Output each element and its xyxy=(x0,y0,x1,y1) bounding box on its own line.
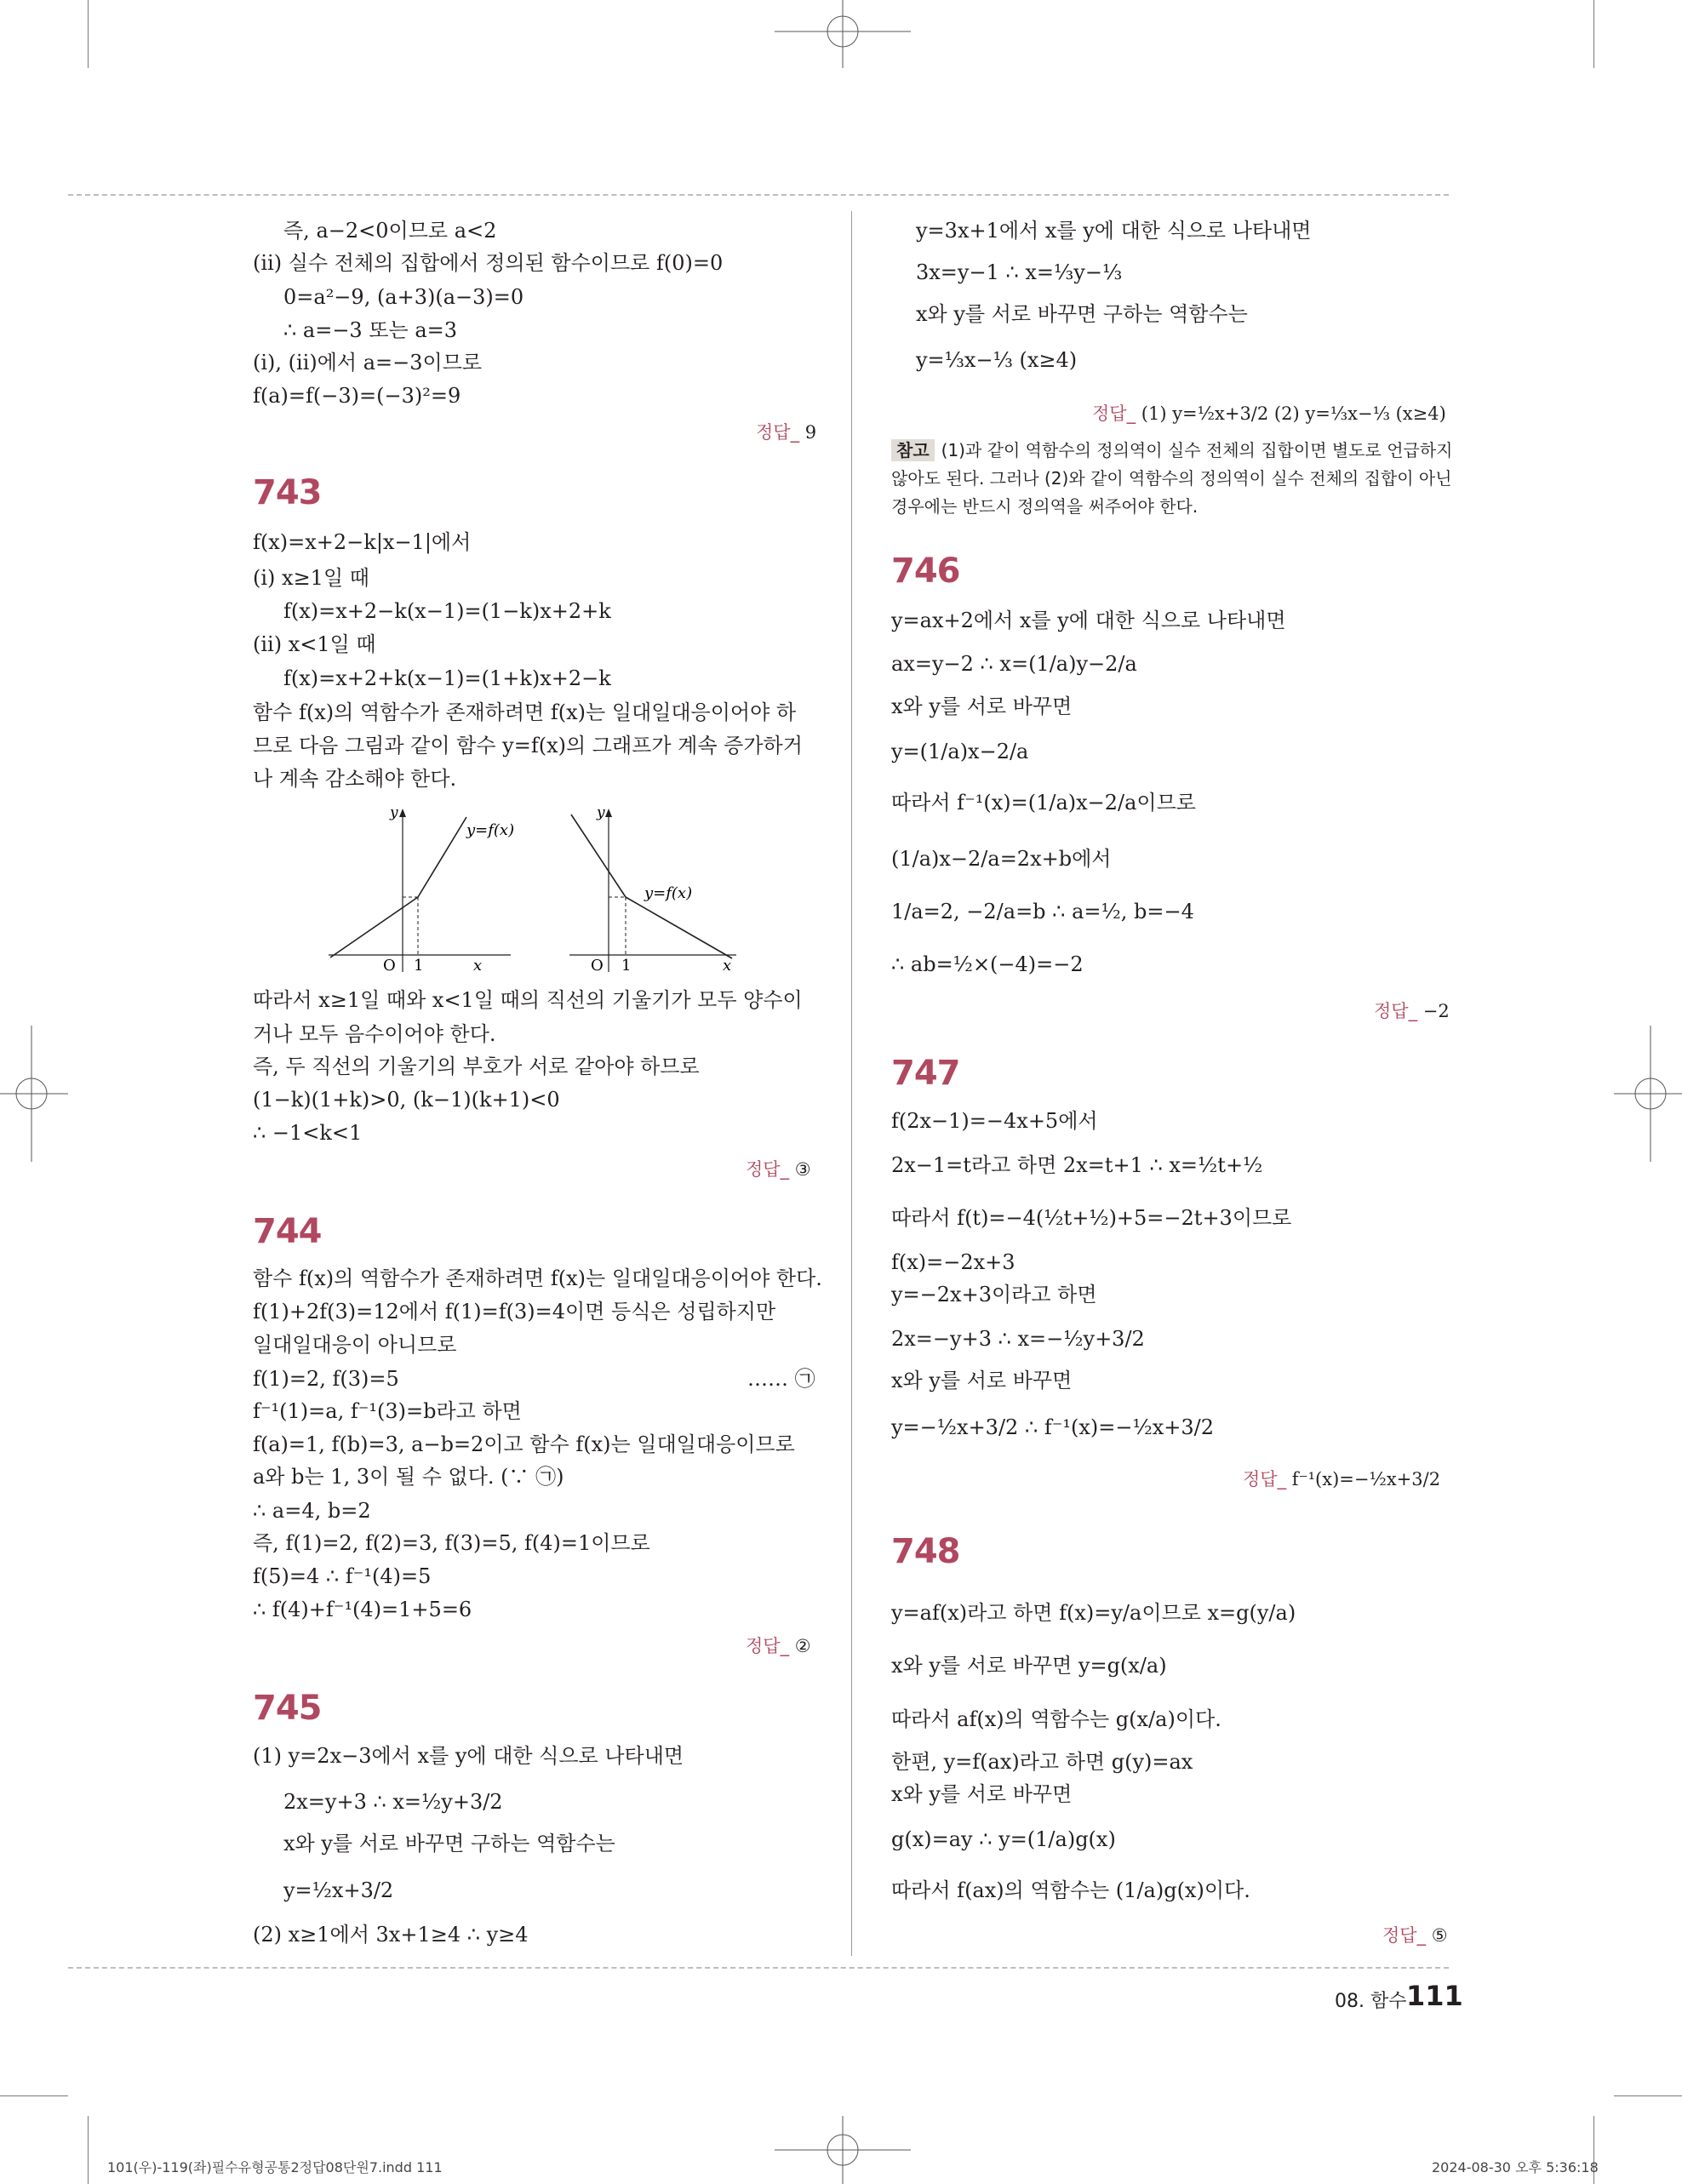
text-line: 거나 모두 음수이어야 한다. xyxy=(253,1022,496,1046)
line-left xyxy=(571,815,626,897)
text-line: ∴ −1<k<1 xyxy=(253,1121,363,1145)
answer-label: 정답_ xyxy=(1092,403,1136,424)
y-axis-arrow xyxy=(605,809,612,817)
crop-mark xyxy=(1614,2095,1682,2096)
text-line: a와 b는 1, 3이 될 수 없다. (∵ ㉠) xyxy=(253,1465,564,1489)
text-line: 즉, f(1)=2, f(2)=3, f(3)=5, f(4)=1이므로 xyxy=(253,1531,650,1555)
text-line: ax=y−2 ∴ x=(1/a)y−2/a xyxy=(891,652,1137,676)
text-line: (ⅱ) 실수 전체의 집합에서 정의된 함수이므로 f(0)=0 xyxy=(253,251,724,275)
text-line: 2x=−y+3 ∴ x=−½y+3/2 xyxy=(891,1327,1145,1351)
text-line: y=−2x+3이라고 하면 xyxy=(891,1283,1097,1306)
text-line: 함수 f(x)의 역함수가 존재하려면 f(x)는 일대일대응이어야 한다. xyxy=(253,1266,822,1290)
line-right xyxy=(626,897,732,958)
text-line: y=ax+2에서 x를 y에 대한 식으로 나타내면 xyxy=(891,609,1286,632)
text-line: y=af(x)라고 하면 f(x)=y/a이므로 x=g(y/a) xyxy=(891,1601,1296,1625)
answer-value: (1) y=½x+3/2 (2) y=⅓x−⅓ (x≥4) xyxy=(1141,403,1446,424)
text-line: 따라서 af(x)의 역함수는 g(x/a)이다. xyxy=(891,1707,1221,1731)
text-line: y=(1/a)x−2/a xyxy=(891,740,1029,763)
text-line: 2x=y+3 ∴ x=½y+3/2 xyxy=(283,1790,503,1814)
answer-value: ⑤ xyxy=(1431,1925,1448,1946)
text-line: 한편, y=f(ax)라고 하면 g(y)=ax xyxy=(891,1750,1193,1774)
text-line: 따라서 f(t)=−4(½t+½)+5=−2t+3이므로 xyxy=(891,1206,1292,1230)
graph-increasing xyxy=(322,802,518,972)
problem-number: 745 xyxy=(253,1689,322,1728)
note-text: (1)과 같이 역함수의 정의역이 실수 전체의 집합이면 별도로 언급하지 xyxy=(941,440,1453,460)
answer-value: f⁻¹(x)=−½x+3/2 xyxy=(1291,1469,1441,1489)
answer-line xyxy=(746,1632,811,1658)
answer-label: 정답_ xyxy=(1374,1001,1418,1021)
text-line: f(1)+2f(3)=12에서 f(1)=f(3)=4이면 등식은 성립하지만 xyxy=(253,1300,776,1324)
registration-mark xyxy=(1614,1026,1682,1162)
answer-line xyxy=(1374,998,1450,1023)
page-number: 111 xyxy=(1406,1980,1463,2012)
line-left xyxy=(330,897,418,958)
text-line: (ⅱ) x<1일 때 xyxy=(253,632,376,656)
problem-number: 746 xyxy=(891,552,960,591)
crop-mark xyxy=(1593,0,1594,68)
problem-number: 748 xyxy=(891,1532,960,1571)
text-line: f(5)=4 ∴ f⁻¹(4)=5 xyxy=(253,1564,432,1588)
curve-label: y=f(x) xyxy=(644,884,693,902)
note-line xyxy=(891,437,1452,463)
line-right xyxy=(418,817,466,897)
text-line: f(x)=x+2−k(x−1)=(1−k)x+2+k xyxy=(283,599,611,623)
curve-label: y=f(x) xyxy=(466,821,515,839)
text-line: 1/a=2, −2/a=b ∴ a=½, b=−4 xyxy=(891,900,1194,923)
answer-label: 정답_ xyxy=(1382,1925,1427,1946)
origin-label: O xyxy=(591,957,604,972)
text-line: ∴ a=4, b=2 xyxy=(253,1499,371,1523)
crop-mark xyxy=(88,2116,89,2184)
text-line: 나 계속 감소해야 한다. xyxy=(253,767,457,791)
note-line: 경우에는 반드시 정의역을 써주어야 한다. xyxy=(891,496,1199,517)
text-line: 0=a²−9, (a+3)(a−3)=0 xyxy=(283,285,524,309)
y-axis-label: y xyxy=(597,804,605,821)
answer-line xyxy=(756,419,816,444)
text-line: 따라서 x≥1일 때와 x<1일 때의 직선의 기울기가 모두 양수이 xyxy=(253,988,803,1012)
text-line: f(x)=−2x+3 xyxy=(891,1250,1015,1274)
text-line: 일대일대응이 아니므로 xyxy=(253,1333,457,1357)
text-line: 즉, a−2<0이므로 a<2 xyxy=(283,219,497,243)
top-rule xyxy=(68,194,1449,196)
registration-mark xyxy=(0,1026,68,1162)
answer-label: 정답_ xyxy=(1243,1469,1287,1489)
equation-marker: …… ㉠ xyxy=(747,1367,815,1391)
answer-value: ② xyxy=(794,1636,811,1656)
answer-value: 9 xyxy=(804,422,817,443)
text-line: (ⅰ), (ⅱ)에서 a=−3이므로 xyxy=(253,351,483,374)
answer-line xyxy=(1382,1922,1448,1947)
x-axis-label: x xyxy=(723,957,732,972)
text-line: (1/a)x−2/a=2x+b에서 xyxy=(891,847,1112,871)
problem-number: 744 xyxy=(253,1212,322,1251)
text-line: 2x−1=t라고 하면 2x=t+1 ∴ x=½t+½ xyxy=(891,1153,1263,1177)
note-line: 않아도 된다. 그러나 (2)와 같이 역함수의 정의역이 실수 전체의 집합이 아닌 xyxy=(891,468,1452,489)
bottom-rule xyxy=(68,1967,1449,1969)
text-line: x와 y를 서로 바꾸면 구하는 역함수는 xyxy=(916,302,1248,326)
text-line: y=−½x+3/2 ∴ f⁻¹(x)=−½x+3/2 xyxy=(891,1415,1215,1439)
text-line: ∴ ab=½×(−4)=−2 xyxy=(891,952,1084,976)
text-line: x와 y를 서로 바꾸면 y=g(x/a) xyxy=(891,1654,1167,1678)
text-line: ∴ f(4)+f⁻¹(4)=1+5=6 xyxy=(253,1598,472,1621)
text-line: 즉, 두 직선의 기울기의 부호가 서로 같아야 하므로 xyxy=(253,1055,700,1078)
text-line: f(1)=2, f(3)=5 xyxy=(253,1367,399,1391)
text-line: y=⅓x−⅓ (x≥4) xyxy=(916,348,1078,372)
text-line: x와 y를 서로 바꾸면 xyxy=(891,695,1073,718)
problem-number: 747 xyxy=(891,1054,960,1093)
answer-value: −2 xyxy=(1422,1001,1450,1021)
x-axis-label: x xyxy=(473,957,483,972)
answer-label: 정답_ xyxy=(746,1159,790,1180)
y-axis-arrow xyxy=(399,809,406,817)
answer-label: 정답_ xyxy=(746,1636,790,1656)
origin-label: O xyxy=(383,957,396,972)
tick-label: 1 xyxy=(414,957,424,972)
text-line: y=½x+3/2 xyxy=(283,1878,394,1902)
answer-line xyxy=(1092,400,1446,426)
text-line: (ⅰ) x≥1일 때 xyxy=(253,566,369,590)
graph-decreasing xyxy=(566,802,745,972)
note-tag: 참고 xyxy=(891,439,935,461)
text-line: 따라서 f(ax)의 역함수는 (1/a)g(x)이다. xyxy=(891,1878,1250,1902)
text-line: f(a)=f(−3)=(−3)²=9 xyxy=(253,384,461,408)
text-line: 따라서 f⁻¹(x)=(1/a)x−2/a이므로 xyxy=(891,791,1196,815)
registration-mark xyxy=(775,0,911,68)
problem-number: 743 xyxy=(253,473,322,512)
crop-mark xyxy=(88,0,89,68)
text-line: f⁻¹(1)=a, f⁻¹(3)=b라고 하면 xyxy=(253,1399,522,1423)
text-line: x와 y를 서로 바꾸면 구하는 역함수는 xyxy=(283,1832,615,1855)
text-line: ∴ a=−3 또는 a=3 xyxy=(283,318,458,342)
file-name: 101(우)-119(좌)필수유형공통2정답08단원7.indd 111 xyxy=(107,2159,443,2175)
registration-mark xyxy=(775,2116,911,2184)
text-line: x와 y를 서로 바꾸면 xyxy=(891,1782,1073,1806)
answer-value: ③ xyxy=(794,1159,811,1180)
answer-label: 정답_ xyxy=(756,422,800,443)
crop-mark xyxy=(0,2095,68,2096)
chapter-label: 08. 함수 xyxy=(1335,1991,1407,2012)
text-line: (1) y=2x−3에서 x를 y에 대한 식으로 나타내면 xyxy=(253,1744,684,1768)
text-line: y=3x+1에서 x를 y에 대한 식으로 나타내면 xyxy=(916,219,1312,243)
tick-label: 1 xyxy=(621,957,632,972)
text-line: 므로 다음 그림과 같이 함수 y=f(x)의 그래프가 계속 증가하거 xyxy=(253,734,803,758)
text-line: (2) x≥1에서 3x+1≥4 ∴ y≥4 xyxy=(253,1923,529,1947)
column-divider xyxy=(851,211,852,1956)
text-line: (1−k)(1+k)>0, (k−1)(k+1)<0 xyxy=(253,1088,560,1112)
y-axis-label: y xyxy=(390,804,398,821)
text-line: 함수 f(x)의 역함수가 존재하려면 f(x)는 일대일대응이어야 하 xyxy=(253,700,797,724)
text-line: x와 y를 서로 바꾸면 xyxy=(891,1369,1073,1392)
text-line: f(x)=x+2−k|x−1|에서 xyxy=(253,530,472,554)
text-line: f(x)=x+2+k(x−1)=(1+k)x+2−k xyxy=(283,666,611,690)
answer-line xyxy=(746,1156,811,1181)
answer-line xyxy=(1243,1466,1440,1491)
print-timestamp: 2024-08-30 오후 5:36:18 xyxy=(1432,2159,1599,2175)
text-line: f(2x−1)=−4x+5에서 xyxy=(891,1109,1098,1133)
text-line: f(a)=1, f(b)=3, a−b=2이고 함수 f(x)는 일대일대응이므로 xyxy=(253,1432,795,1456)
text-line: 3x=y−1 ∴ x=⅓y−⅓ xyxy=(916,260,1123,284)
text-line: g(x)=ay ∴ y=(1/a)g(x) xyxy=(891,1827,1116,1851)
